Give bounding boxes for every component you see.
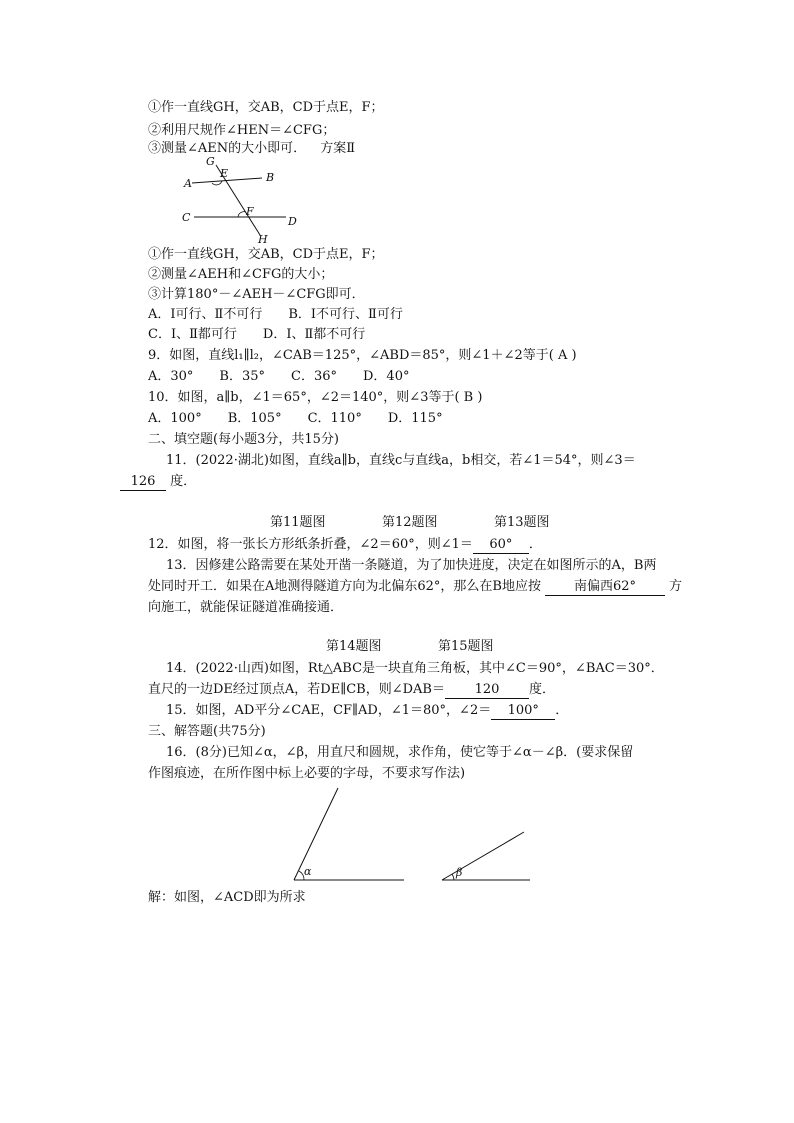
plan2-step3: ③计算180°－∠AEH－∠CFG即可． (148, 287, 365, 302)
angle-beta-figure (436, 826, 536, 886)
beta-label: β (456, 866, 463, 879)
caption-q12: 第12题图 (382, 515, 438, 530)
plan1-step2: ②利用尺规作∠HEN＝∠CFG； (148, 123, 336, 138)
q14-line1: 14．(2022·山西)如图，Rt△ABC是一块直角三角板，其中∠C＝90°，∠BAC＝30°． (166, 661, 664, 676)
q15-answer: 100° (491, 703, 555, 720)
plan2-title: 方案Ⅱ (320, 141, 356, 156)
q13-line2-post: 方 (668, 579, 682, 594)
q12-row (148, 536, 542, 554)
q11-answer: 126 (120, 474, 166, 491)
q14-answer: 120 (445, 682, 529, 699)
caption-q13: 第13题图 (494, 515, 550, 530)
section2-heading: 二、填空题(每小题3分，共15分) (148, 432, 339, 447)
q13-line2 (148, 578, 682, 596)
label-b: B (266, 171, 275, 184)
q12-answer: 60° (473, 537, 529, 554)
caption-q15: 第15题图 (438, 639, 494, 654)
plan2-step1: ①作一直线GH，交AB，CD于点E，F； (148, 247, 384, 262)
q10-stem: 10．如图，a∥b，∠1＝65°，∠2＝140°，则∠3等于( B ) (148, 390, 483, 405)
q11-line1: 11．(2022·湖北)如图，直线a∥b，直线c与直线a，b相交，若∠1＝54°，则∠3＝ (166, 453, 636, 468)
plan1-step3: ③测量∠AEN的大小即可． (148, 141, 307, 156)
q14-line2-pre: 直尺的一边DE经过顶点A，若DE∥CB，则∠DAB＝ (148, 682, 445, 697)
angle-arc-f (238, 212, 246, 217)
q12-end: ． (528, 537, 542, 552)
q13-line2-pre: 处同时开工．如果在A地测得隧道方向为北偏东62°，那么在B地应按 (148, 579, 541, 594)
q13-answer: 南偏西62° (545, 579, 665, 596)
label-c: C (182, 211, 191, 224)
q14-line2-post: 度． (528, 682, 555, 697)
beta-arc (452, 874, 454, 880)
label-d: D (288, 215, 297, 228)
q15-row (166, 702, 568, 720)
q15-end: ． (555, 703, 569, 718)
q9-options: A．30° B．35° C．36° D．40° (148, 369, 410, 384)
q16-line2: 作图痕迹，在所作图中标上必要的字母，不要求写作法) (148, 766, 466, 781)
section3-heading: 三、解答题(共75分) (148, 724, 266, 739)
caption-q14: 第14题图 (326, 639, 382, 654)
q12-stem: 12．如图，将一张长方形纸条折叠，∠2＝60°，则∠1＝ (148, 537, 473, 552)
q8-options-ab: A．Ⅰ可行、Ⅱ不可行 B．Ⅰ不可行、Ⅱ可行 (148, 307, 403, 322)
beta-slant-ray (442, 832, 524, 880)
label-a: A (184, 177, 192, 190)
q8-options-cd: C．Ⅰ、Ⅱ都可行 D．Ⅰ、Ⅱ都不可行 (148, 327, 366, 342)
plan2-step2: ②测量∠AEH和∠CFG的大小； (148, 267, 334, 282)
q11-unit: 度． (170, 474, 197, 489)
label-h: H (258, 233, 268, 245)
plan1-step1: ①作一直线GH，交AB，CD于点E，F； (148, 100, 384, 115)
q14-line2 (148, 681, 555, 699)
q13-line3: 向施工，就能保证隧道准确接通． (148, 600, 344, 615)
q11-line2 (120, 473, 196, 491)
caption-q11: 第11题图 (270, 515, 326, 530)
alpha-slant-ray (294, 788, 338, 880)
alpha-label: α (304, 865, 312, 878)
label-e: E (220, 167, 229, 180)
q10-options: A．100° B．105° C．110° D．115° (148, 411, 443, 426)
angle-alpha-figure (286, 786, 410, 886)
q16-line1: 16．(8分)已知∠α，∠β，用直尺和圆规，求作角，使它等于∠α－∠β．(要求保留 (166, 745, 634, 760)
q15-stem: 15．如图，AD平分∠CAE，CF∥AD，∠1＝80°，∠2＝ (166, 703, 492, 718)
parallel-lines-figure (176, 155, 306, 245)
q13-line1: 13．因修建公路需要在某处开凿一条隧道，为了加快进度，决定在如图所示的A，B两 (166, 558, 657, 573)
label-f: F (246, 205, 254, 218)
solution-text: 解：如图，∠ACD即为所求 (148, 890, 306, 905)
q9-stem: 9．如图，直线l₁∥l₂，∠CAB＝125°，∠ABD＝85°，则∠1＋∠2等于( A ) (148, 348, 577, 363)
label-g: G (206, 155, 215, 168)
